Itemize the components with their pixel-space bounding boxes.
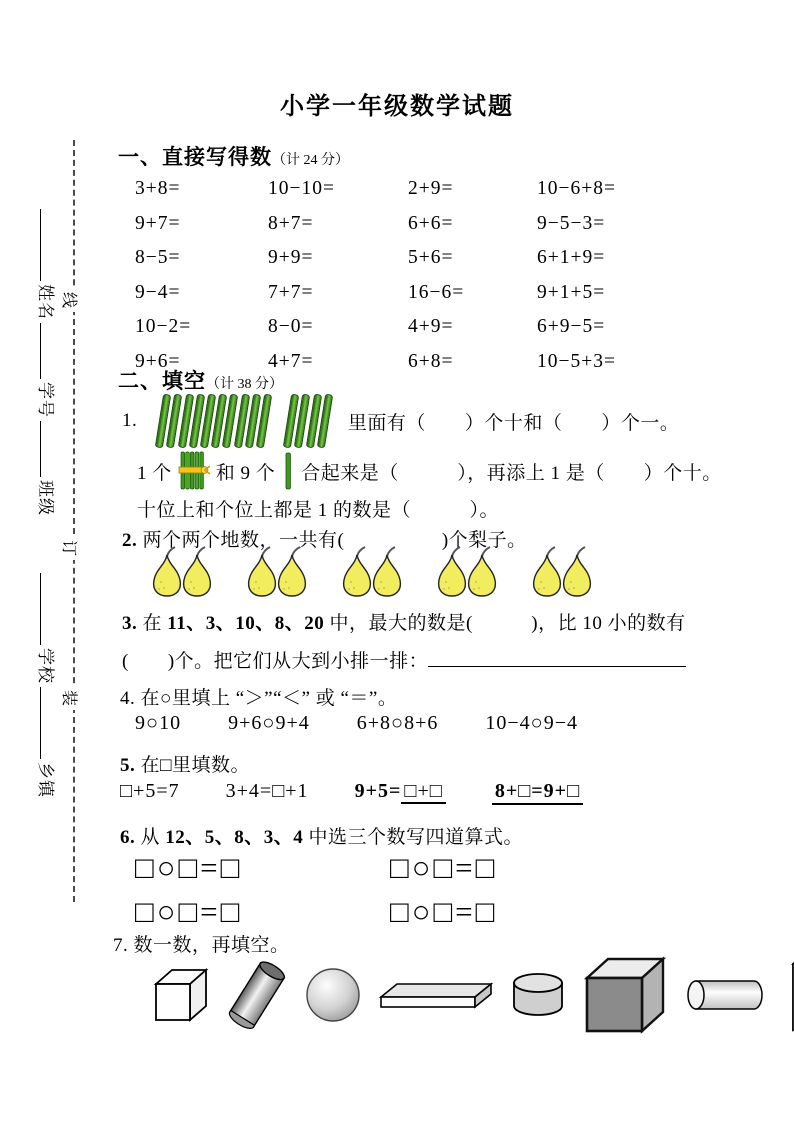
question1-line3: 十位上和个位上都是 1 的数是（ ）。: [137, 500, 500, 521]
question6-text-a: 从: [140, 827, 166, 848]
student-number-blank-line: [40, 323, 58, 379]
question3-line1-a: 在: [142, 613, 168, 634]
question1-line2-text-b: 和 9 个: [215, 462, 276, 484]
section2-score-note: （计 38 分）: [206, 377, 283, 392]
problem: 8−5=: [135, 247, 181, 269]
cylinder-tilted-icon: [225, 958, 289, 1032]
ten-sticks-group-icon: [159, 394, 332, 448]
page-title: 小学一年级数学试题: [280, 94, 514, 120]
pear-icon: [558, 545, 596, 599]
problem: 4+9=: [408, 316, 454, 338]
fill-box-item: 3+4=□+1: [225, 780, 309, 802]
ordering-answer-blank: [428, 646, 686, 667]
problem: 16−6=: [408, 281, 465, 303]
section1-heading-text: 一、直接写得数: [118, 145, 272, 169]
question6-text-c: 中选三个数写四道算式。: [303, 827, 524, 848]
problem: 8−0=: [268, 316, 314, 338]
name-field-label: 姓名: [36, 284, 55, 320]
problem: 6+6=: [408, 212, 454, 234]
problem: 2+9=: [408, 178, 454, 200]
question3-line2-text: ( )个。把它们从大到小排一排：: [122, 651, 429, 672]
township-blank-line: [40, 687, 58, 759]
cylinder-horizontal-icon: [682, 974, 770, 1016]
stick-bundle-icon: [178, 450, 210, 492]
question6-text: [120, 822, 523, 849]
question1-line1-text: 里面有（ ）个十和（ ）个一。: [347, 412, 680, 434]
section1-score-note: （计 24 分）: [272, 153, 349, 168]
margin-student-fields-lower: [35, 570, 60, 798]
question4-label: 在○里填上 “＞”“＜” 或 “＝”。: [140, 688, 398, 709]
equation-template: □○□=□: [390, 850, 498, 885]
problem: 7+7=: [268, 281, 314, 303]
question3-line1: [122, 608, 686, 635]
equation-template: □○□=□: [135, 894, 243, 929]
question1-line1: [122, 392, 679, 450]
question6-number: 6.: [120, 827, 136, 848]
problem: 10−10=: [268, 178, 335, 200]
problem: 10−5+3=: [537, 350, 616, 372]
margin-student-fields-upper: [35, 206, 60, 516]
section2-heading-text: 二、填空: [118, 369, 206, 393]
pear-icon: [273, 545, 311, 599]
equation-template: □○□=□: [135, 850, 243, 885]
equation-template: □○□=□: [390, 894, 498, 929]
student-number-field-label: 学号: [36, 382, 55, 418]
section2-heading: [118, 365, 283, 395]
arithmetic-problems-grid: [135, 172, 687, 379]
problem: 9+9=: [268, 247, 314, 269]
school-field-label: 学校: [36, 648, 55, 684]
problem: 6+1+9=: [537, 247, 606, 269]
problem: 4+7=: [268, 350, 314, 372]
question3-number: 3.: [122, 613, 138, 634]
binding-char-ding: 订: [59, 536, 82, 560]
question5-items-row: [120, 780, 583, 805]
pear-pair: [433, 545, 501, 599]
township-field-label: 乡镇: [36, 762, 55, 798]
pear-pair: [528, 545, 596, 599]
fill-box-item-prefix: 9+5=: [354, 780, 402, 802]
question3-line2: [122, 646, 686, 673]
problem: 3+8=: [135, 178, 181, 200]
fill-box-item: □+5=7: [120, 780, 180, 802]
school-blank-line: [40, 573, 58, 645]
question5-label: 在□里填数。: [140, 755, 250, 776]
question2-label: 两个两个地数，一共有( )个梨子。: [142, 530, 527, 551]
comparison-item: 9+6○9+4: [228, 712, 310, 734]
question5-text: [120, 750, 250, 777]
section1-heading: [118, 141, 349, 171]
cuboid-flat-icon: [377, 977, 495, 1013]
class-blank-line: [40, 421, 58, 477]
question1-line2-text-a: 1 个: [137, 462, 172, 484]
question7-label: 数一数，再填空。: [133, 935, 290, 956]
cylinder-squat-icon: [510, 968, 566, 1022]
problem: 10−2=: [135, 316, 192, 338]
question1-line2: [137, 450, 722, 492]
question2-number: 2.: [122, 530, 138, 551]
question6-number-list: 12、5、8、3、4: [165, 827, 304, 848]
shapes-row: [148, 952, 794, 1038]
name-blank-line: [40, 209, 58, 281]
cuboid-tall-icon: [785, 952, 794, 1038]
comparison-item: 9○10: [135, 712, 182, 734]
question1-line2-text-c: 合起来是（ ），再添上 1 是（ ）个十。: [301, 462, 722, 484]
binding-dashed-line: [73, 140, 75, 902]
problem: 8+7=: [268, 212, 314, 234]
question5-number: 5.: [120, 755, 136, 776]
problem: 6+8=: [408, 350, 454, 372]
sphere-icon: [304, 966, 362, 1024]
pear-icon: [368, 545, 406, 599]
cube-large-icon: [581, 954, 667, 1036]
pear-icon: [178, 545, 216, 599]
question7-number: 7.: [113, 935, 129, 956]
pear-pair: [148, 545, 216, 599]
class-field-label: 班级: [36, 480, 55, 516]
fill-box-item-underlined: 8+□=9+□: [492, 780, 583, 805]
single-stick-icon: [283, 452, 293, 490]
question3-number-list: 11、3、10、8、20: [167, 613, 325, 634]
question6-equations-grid: [135, 846, 645, 934]
binding-char-zhuang: 装: [59, 686, 82, 710]
pear-pair: [243, 545, 311, 599]
comparison-item: 10−4○9−4: [485, 712, 579, 734]
question1-number: 1.: [122, 410, 138, 431]
comparison-item: 6+8○8+6: [356, 712, 439, 734]
fill-box-item-underlined: □+□: [401, 780, 445, 804]
problem: 9−4=: [135, 281, 181, 303]
pears-row: [148, 545, 596, 599]
cube-small-icon: [148, 964, 210, 1026]
pear-pair: [338, 545, 406, 599]
problem: 5+6=: [408, 247, 454, 269]
problem: 9−5−3=: [537, 212, 606, 234]
fill-box-item: [355, 780, 446, 805]
question4-items-row: [135, 712, 578, 735]
problem: 6+9−5=: [537, 316, 606, 338]
question3-line1-c: 中，最大的数是( )，比 10 小的数有: [324, 613, 686, 634]
question4-number: 4.: [120, 688, 136, 709]
pear-icon: [463, 545, 501, 599]
problem: 9+6=: [135, 350, 181, 372]
question4-text: [120, 683, 397, 710]
problem: 10−6+8=: [537, 178, 616, 200]
problem: 9+7=: [135, 212, 181, 234]
problem: 9+1+5=: [537, 281, 606, 303]
binding-char-xian: 线: [59, 288, 82, 312]
